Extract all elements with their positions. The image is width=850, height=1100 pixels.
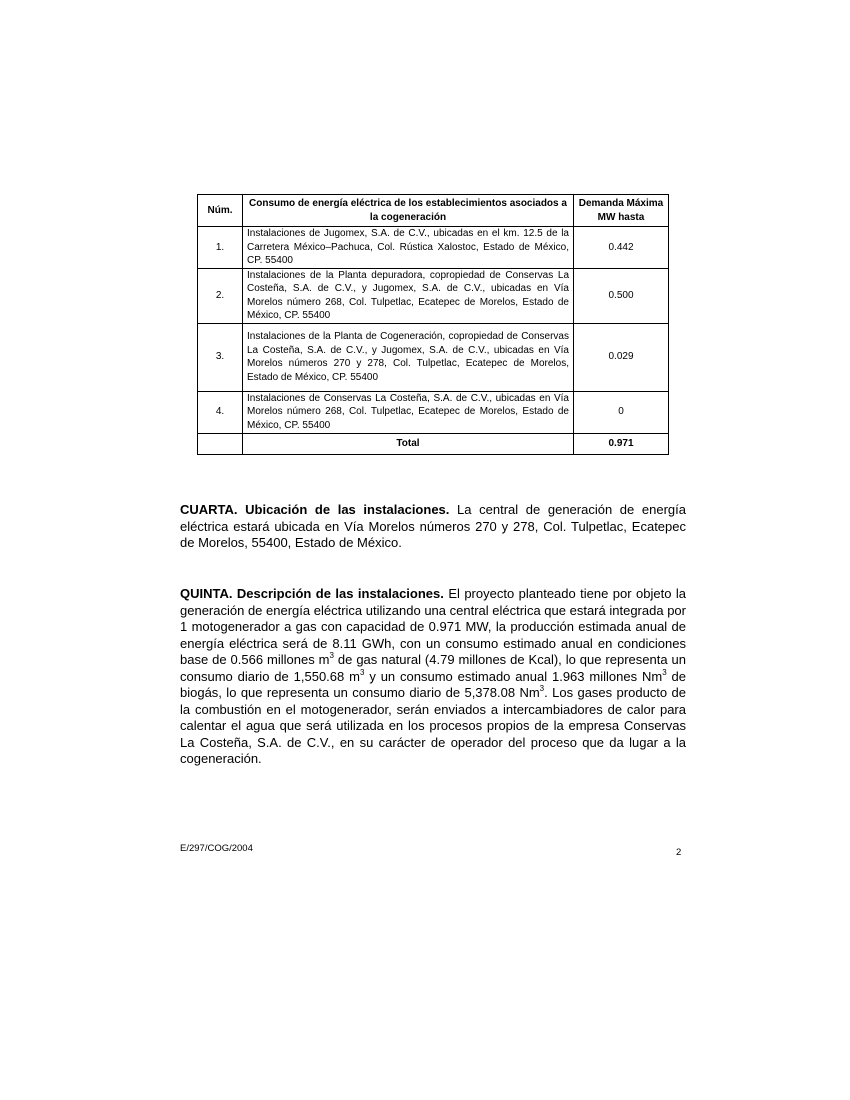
demand-table	[197, 194, 669, 455]
superscript-3: 3	[662, 667, 667, 677]
table-header-row	[198, 195, 669, 227]
row-demand: 0.029	[574, 323, 669, 391]
header-num: Núm.	[198, 195, 243, 227]
row-demand: 0	[574, 391, 669, 433]
row-description: Instalaciones de la Planta de Cogeneración, copropiedad de Conservas La Costeña, S.A. de C.V., y Jugomex, S.A. de C.V., ubicadas en Vía Morelos números 270 y 278, Col. Tulpetlac, Ecatepec de Morelos, Estado de México, CP. 55400	[243, 323, 574, 391]
quinta-text-3: y un consumo estimado anual 1.963 millones Nm	[369, 668, 663, 684]
clause-cuarta-text: La central de generación de energía eléctrica estará ubicada en Vía Morelos números 270 y 278, Col. Tulpetlac, Ecatepec de Morelos, 55400, Estado de México.	[180, 502, 686, 550]
total-empty-cell	[198, 433, 243, 454]
quinta-text-5: . Los gases producto de la combustión en el motogenerador, serán enviados a intercambiadores de calor para calentar el agua que será utilizada en los procesos propios de la empresa Conservas La Costeña, S.A. de C.V., en su carácter de operador del proceso que da lugar a la cogeneración.	[180, 685, 686, 766]
table-row	[198, 268, 669, 323]
clause-cuarta-heading: CUARTA. Ubicación de las instalaciones.	[180, 502, 450, 517]
row-num: 1.	[198, 227, 243, 269]
row-demand: 0.442	[574, 227, 669, 269]
table-row	[198, 227, 669, 269]
header-demanda: Demanda Máxima MW hasta	[574, 195, 669, 227]
superscript-3: 3	[539, 684, 545, 693]
header-consumo: Consumo de energía eléctrica de los establecimientos asociados a la cogeneración	[243, 195, 574, 227]
total-label: Total	[243, 433, 574, 454]
table-total-row	[198, 433, 669, 454]
row-demand: 0.500	[574, 268, 669, 323]
row-num: 4.	[198, 391, 243, 433]
table-row	[198, 323, 669, 391]
superscript-3: 3	[329, 651, 334, 660]
clause-quinta	[180, 586, 686, 768]
row-description: Instalaciones de Jugomex, S.A. de C.V., ubicadas en el km. 12.5 de la Carretera México–Pachuca, Col. Rústica Xalostoc, Estado de México, CP. 55400	[243, 227, 574, 269]
row-description: Instalaciones de la Planta depuradora, copropiedad de Conservas La Costeña, S.A. de C.V., y Jugomex, S.A. de C.V., ubicadas en Vía Morelos número 268, Col. Tulpetlac, Ecatepec de Morelos, Estado de México, CP. 55400	[243, 268, 574, 323]
row-num: 2.	[198, 268, 243, 323]
clause-quinta-heading: QUINTA. Descripción de las instalaciones.	[180, 586, 444, 601]
clause-cuarta	[180, 502, 686, 552]
quinta-text-4: de biogás, lo que representa un consumo diario de 5,378.08 Nm	[180, 668, 686, 700]
row-description: Instalaciones de Conservas La Costeña, S.A. de C.V., ubicadas en Vía Morelos número 268, Col. Tulpetlac, Ecatepec de Morelos, Estado de México, CP. 55400	[243, 391, 574, 433]
page-number: 2	[676, 847, 682, 858]
row-num: 3.	[198, 323, 243, 391]
quinta-text-2: de gas natural (4.79 millones de Kcal), lo que representa un consumo diario de 1,550.68 m	[180, 652, 686, 684]
total-value: 0.971	[574, 433, 669, 454]
superscript-3: 3	[359, 667, 365, 677]
document-id: E/297/COG/2004	[180, 843, 253, 854]
quinta-text-1: El proyecto planteado tiene por objeto la generación de energía eléctrica utilizando una central eléctrica que estará integrada por 1 motogenerador a gas con capacidad de 0.971 MW, la producción estimada anual de energía eléctrica será de 8.11 GWh, con un consumo estimado anual en condiciones base de 0.566 millones m	[180, 586, 687, 667]
table-row	[198, 391, 669, 433]
